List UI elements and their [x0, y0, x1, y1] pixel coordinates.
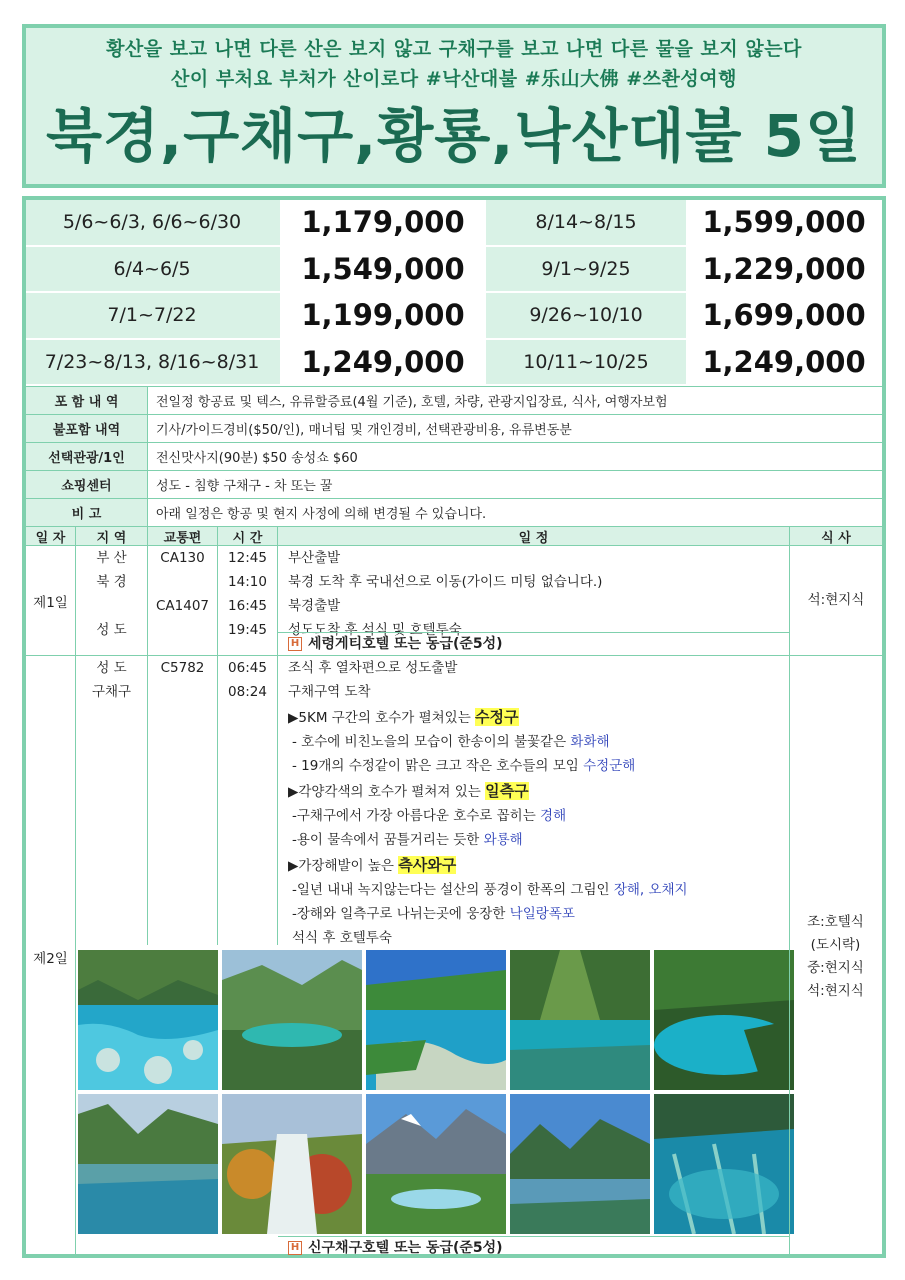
header-time: 시 간	[218, 527, 278, 545]
hotel-icon: H	[288, 1241, 302, 1255]
hotel-line	[278, 632, 790, 654]
price-row	[26, 247, 882, 294]
title-banner	[22, 24, 886, 188]
header-transport: 교통편	[148, 527, 218, 545]
jiuzhaigou-photo	[654, 1094, 794, 1234]
day-label: 제1일	[26, 546, 76, 655]
hotel-icon: H	[288, 637, 302, 651]
info-value: 성도 - 침향 구채구 - 차 또는 꿀	[156, 479, 333, 494]
spot-description	[278, 902, 790, 926]
place-column	[76, 546, 148, 655]
header-place: 지 역	[76, 527, 148, 545]
price-date: 9/1~9/25	[488, 247, 684, 292]
flight	[148, 570, 217, 594]
spot-description	[278, 878, 790, 902]
price-row	[26, 200, 882, 247]
itinerary-table	[26, 526, 882, 1258]
price-value: 1,229,000	[684, 247, 882, 292]
info-row-remarks	[26, 498, 882, 526]
desc-text: -장해와 일측구로 나뉘는곳에 웅장한	[292, 906, 510, 922]
train	[148, 680, 217, 704]
jiuzhaigou-photo	[78, 1094, 218, 1234]
time: 14:10	[228, 574, 267, 590]
place: 부 산	[96, 550, 127, 566]
schedule-line: 조식 후 열차편으로 성도출발	[288, 660, 458, 676]
day-1-row	[26, 546, 882, 656]
time: 19:45	[228, 622, 267, 638]
schedule-column	[278, 656, 790, 945]
place: 구채구	[91, 684, 132, 700]
price-date: 10/11~10/25	[488, 340, 684, 385]
price-value: 1,179,000	[278, 200, 488, 245]
place: 성 도	[96, 622, 127, 638]
hotel-line	[278, 1236, 790, 1258]
desc-place: 와룡해	[483, 832, 523, 848]
tour-details-frame	[22, 196, 886, 1258]
meal: 중:현지식	[807, 959, 864, 976]
meal: (도시락)	[810, 936, 861, 953]
schedule-line: 성도도착 후 석식 및 호텔투숙	[288, 622, 462, 638]
info-row-included	[26, 386, 882, 414]
info-row-optional-tours	[26, 442, 882, 470]
day-label: 제2일	[26, 656, 76, 1257]
price-date: 7/1~7/22	[26, 293, 278, 338]
hotel-name: 세령게티호텔 또는 동급(준5성)	[308, 636, 503, 652]
desc-text: -용이 물속에서 꿈틀거리는 듯한	[292, 832, 484, 848]
desc-text: - 호수에 비친노을의 모습이 한송이의 불꽃같은	[292, 734, 571, 750]
itinerary-header	[26, 526, 882, 546]
time-column	[218, 546, 278, 655]
spot-heading	[278, 852, 790, 878]
tagline-2: 산이 부처요 부처가 산이로다 #낙산대불 #乐山大佛 #쓰촨성여행	[171, 68, 737, 90]
desc-text: -구채구에서 가장 아름다운 호수로 꼽히는	[292, 808, 541, 824]
desc-text: -일년 내내 녹지않는다는 설산의 풍경이 한폭의 그림인	[292, 882, 614, 898]
jiuzhaigou-photo	[222, 1094, 362, 1234]
place: 북 경	[96, 574, 127, 590]
place	[76, 594, 147, 618]
info-row-excluded	[26, 414, 882, 442]
photo-gallery	[76, 950, 790, 1236]
spot-prefix: ▶가장해발이 높은	[288, 858, 399, 874]
place: 성 도	[96, 660, 127, 676]
spot-prefix: ▶5KM 구간의 호수가 펼쳐있는	[288, 710, 476, 726]
price-value: 1,249,000	[684, 340, 882, 385]
jiuzhaigou-photo	[366, 1094, 506, 1234]
spot-heading	[278, 704, 790, 730]
price-value: 1,549,000	[278, 247, 488, 292]
spot-description	[278, 730, 790, 754]
time: 12:45	[228, 550, 267, 566]
info-label: 포 함 내 역	[26, 387, 148, 414]
info-table	[26, 386, 882, 526]
spot-description	[278, 828, 790, 852]
flight: CA1407	[155, 598, 210, 614]
day-2-row	[26, 656, 882, 1258]
price-value: 1,249,000	[278, 340, 488, 385]
jiuzhaigou-photo	[366, 950, 506, 1090]
schedule-line: 북경 도착 후 국내선으로 이동(가이드 미팅 없습니다.)	[288, 574, 603, 590]
jiuzhaigou-photo	[78, 950, 218, 1090]
desc-place: 장해, 오채지	[613, 882, 688, 898]
time: 16:45	[228, 598, 267, 614]
flight: CA130	[160, 550, 205, 566]
spot-description	[278, 754, 790, 778]
price-date: 8/14~8/15	[488, 200, 684, 245]
desc-place: 화화해	[570, 734, 610, 750]
info-label: 비 고	[26, 499, 148, 526]
price-value: 1,699,000	[684, 293, 882, 338]
info-value: 전신맛사지(90분) $50 송성쇼 $60	[156, 451, 358, 466]
spot-description	[278, 804, 790, 828]
header-meal: 식 사	[821, 530, 851, 546]
hotel-name: 신구채구호텔 또는 동급(준5성)	[308, 1240, 503, 1256]
header-schedule: 일 정	[278, 527, 790, 545]
jiuzhaigou-photo	[654, 950, 794, 1090]
schedule-line: 석식 후 호텔투숙	[292, 930, 392, 946]
header-day: 일 자	[26, 527, 76, 545]
info-row-shopping	[26, 470, 882, 498]
time: 08:24	[228, 684, 267, 700]
info-label: 쇼핑센터	[26, 471, 148, 498]
place-column	[76, 656, 148, 945]
spot-name: 측사와구	[398, 856, 457, 874]
train: C5782	[160, 660, 205, 676]
info-label: 선택관광/1인	[26, 443, 148, 470]
schedule-line: 부산출발	[288, 550, 341, 566]
spot-prefix: ▶각양각색의 호수가 펼쳐져 있는	[288, 784, 486, 800]
spot-heading	[278, 778, 790, 804]
jiuzhaigou-photo	[510, 950, 650, 1090]
price-row	[26, 293, 882, 340]
info-label: 불포함 내역	[26, 415, 148, 442]
price-row	[26, 340, 882, 387]
price-date: 5/6~6/3, 6/6~6/30	[26, 200, 278, 245]
meal-column	[790, 546, 882, 655]
desc-place: 낙일랑폭포	[509, 906, 575, 922]
price-value: 1,199,000	[278, 293, 488, 338]
schedule-line: 북경출발	[288, 598, 341, 614]
schedule-line: 구채구역 도착	[288, 684, 371, 700]
meal-column	[789, 656, 881, 1257]
flight	[148, 618, 217, 642]
jiuzhaigou-photo	[222, 950, 362, 1090]
price-value: 1,599,000	[684, 200, 882, 245]
page-title: 북경,구채구,황룡,낙산대불 5일	[46, 102, 862, 170]
price-date: 7/23~8/13, 8/16~8/31	[26, 340, 278, 385]
spot-name: 수정구	[475, 708, 519, 726]
price-date: 9/26~10/10	[488, 293, 684, 338]
desc-place: 수정군해	[583, 758, 636, 774]
info-value: 아래 일정은 항공 및 현지 사정에 의해 변경될 수 있습니다.	[156, 507, 487, 522]
info-value: 전일정 항공료 및 텍스, 유류할증료(4월 기준), 호텔, 차량, 관광지입장료, 식사, 여행자보험	[156, 395, 668, 410]
spot-name: 일측구	[485, 782, 529, 800]
tagline-1: 황산을 보고 나면 다른 산은 보지 않고 구채구를 보고 나면 다른 물을 보지 않는다	[106, 38, 802, 60]
desc-text: - 19개의 수정같이 맑은 크고 작은 호수들의 모임	[292, 758, 584, 774]
meal: 석:현지식	[807, 592, 865, 608]
desc-place: 경해	[540, 808, 567, 824]
info-value: 기사/가이드경비($50/인), 매너팁 및 개인경비, 선택관광비용, 유류변동분	[156, 423, 572, 438]
price-table	[26, 200, 882, 386]
jiuzhaigou-photo	[510, 1094, 650, 1234]
meal: 조:호텔식	[807, 913, 864, 930]
time: 06:45	[228, 660, 267, 676]
meal: 석:현지식	[807, 982, 864, 999]
transport-column	[148, 546, 218, 655]
transport-column	[148, 656, 218, 945]
price-date: 6/4~6/5	[26, 247, 278, 292]
time-column	[218, 656, 278, 945]
